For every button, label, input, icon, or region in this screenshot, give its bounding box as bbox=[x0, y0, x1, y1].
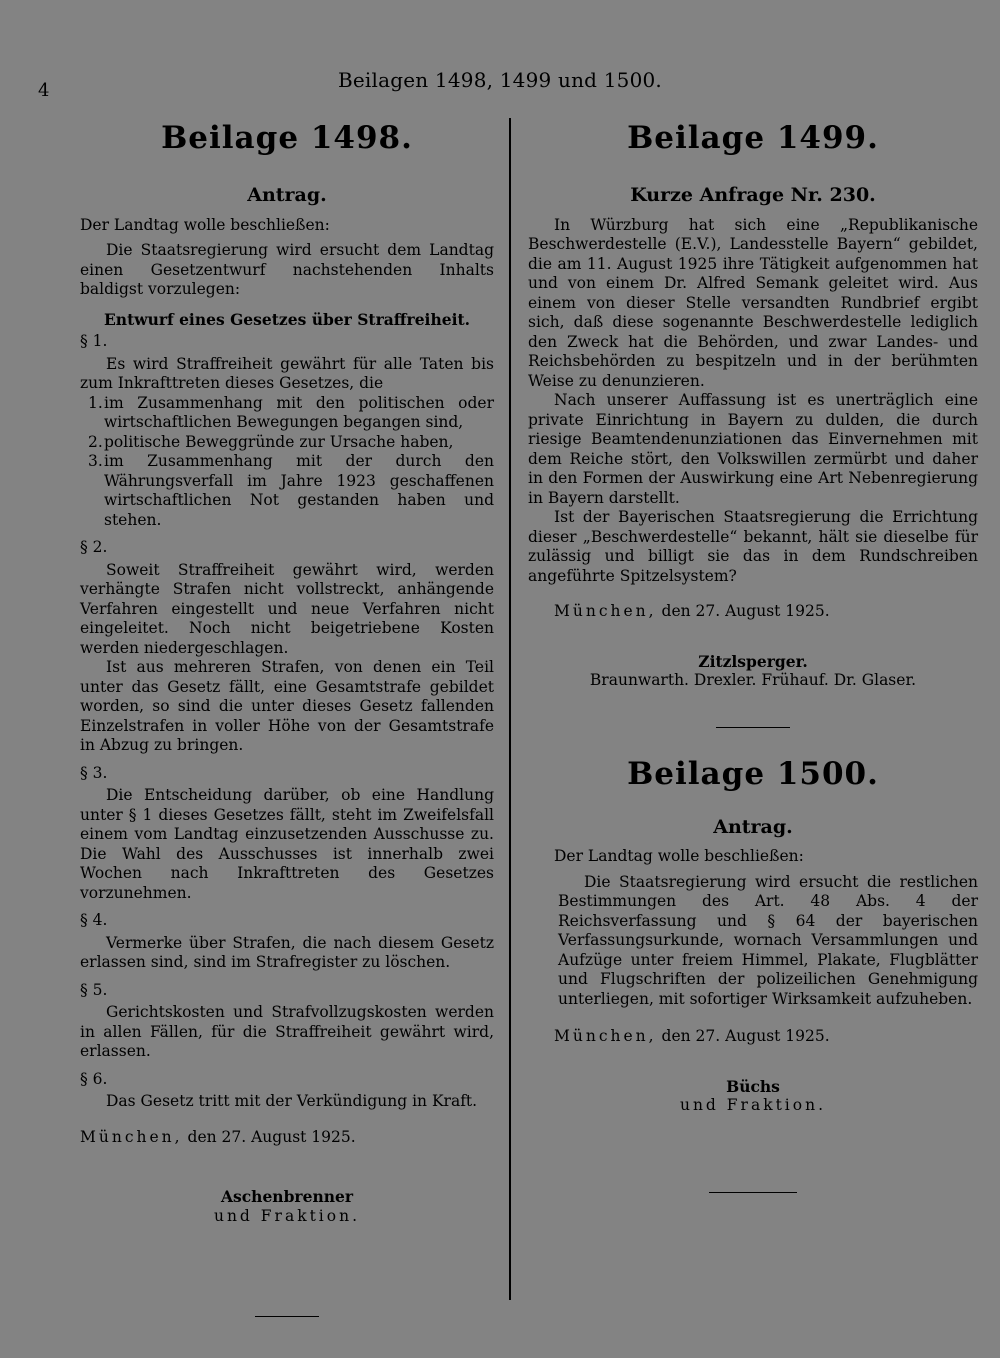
date-line: München, den 27. August 1925. bbox=[554, 602, 830, 620]
list-item: 2. politische Beweggründe zur Ursache haben, bbox=[88, 432, 454, 451]
inquiry-paragraph-1: In Würzburg hat sich eine „Republikanische Beschwerdestelle (E.V.), Landesstelle Bayern“ gebildet, die am 11. August 1925 ihre Tätigkeit aufgenommen hat und von einem Dr. Alfred Semank geleitet wird. Aus einem von dieser Stelle versandten Rundbrief ergibt sich, daß diese sogenannte Beschwerdestelle lediglich den Zweck hat die Behörden, und zwar Landes- und Reichsbehörden zu bespitzeln und in der berühmten Weise zu denunzieren. bbox=[528, 215, 978, 390]
section-rule bbox=[716, 727, 790, 728]
inquiry-paragraph-3: Ist der Bayerischen Staatsregierung die Errichtung dieser „Beschwerdestelle“ bekannt, hält sie dieselbe für zulässig und billigt sie das in dem Rundschreiben angeführte Spitzelsystem? bbox=[528, 508, 978, 585]
section-3-heading: § 3. bbox=[80, 763, 108, 782]
section-2-text-a: Soweit Straffreiheit gewährt wird, werden verhängte Strafen nicht vollstreckt, anhängende Verfahren eingestellt und neue Verfahren nicht eingeleitet. Noch nicht beigetriebene Kosten werden niedergeschlagen. bbox=[80, 560, 494, 657]
list-item: 3. im Zusammenhang mit der durch den Währungsverfall im Jahre 1923 geschaffenen wirtschaftlichen Not gestanden haben und stehen. bbox=[88, 452, 494, 529]
beilage-1498-title: Beilage 1498. bbox=[161, 120, 413, 156]
beilage-1500 bbox=[528, 756, 978, 1193]
beilage-1499-subtitle: Kurze Anfrage Nr. 230. bbox=[630, 184, 876, 206]
date-line: München, den 27. August 1925. bbox=[554, 1027, 830, 1045]
beilage-1498-subtitle: Antrag. bbox=[247, 184, 327, 206]
section-4-heading: § 4. bbox=[80, 911, 108, 929]
signature-block bbox=[528, 652, 978, 691]
beilage-1498 bbox=[80, 112, 494, 1317]
list-item: 1. im Zusammenhang mit den politischen oder wirtschaftlichen Bewegungen begangen sind, bbox=[88, 393, 494, 431]
column-divider bbox=[509, 118, 511, 1300]
section-5-heading: § 5. bbox=[80, 980, 108, 999]
intro-text: Der Landtag wolle beschließen: bbox=[80, 215, 330, 234]
signer-name: Büchs bbox=[726, 1076, 780, 1096]
signer-name: Aschenbrenner bbox=[220, 1187, 354, 1206]
page-number: 4 bbox=[38, 80, 50, 101]
beilage-1500-title: Beilage 1500. bbox=[627, 755, 879, 792]
beilage-1499 bbox=[528, 120, 978, 728]
section-4-text: Vermerke über Strafen, die nach diesem Gesetz erlassen sind, sind im Strafregister zu löschen. bbox=[80, 933, 494, 971]
cosigners: Braunwarth. Drexler. Frühauf. Dr. Glaser. bbox=[589, 671, 917, 689]
request-text: Die Staatsregierung wird ersucht die restlichen Bestimmungen des Art. 48 Abs. 4 der Reichsverfassung und § 64 der bayerischen Verfassungsurkunde, wornach Versammlungen und Aufzüge unter freiem Himmel, Plakate, Flugblätter und Flugschriften der polizeilichen Genehmigung unterliegen, mit sofortiger Wirksamkeit aufzuheben. bbox=[558, 872, 978, 1008]
section-1-heading: § 1. bbox=[80, 332, 108, 350]
signer-suffix: und Fraktion. bbox=[679, 1096, 827, 1114]
right-column bbox=[528, 112, 978, 1193]
section-6-text: Das Gesetz tritt mit der Verkündigung in Kraft. bbox=[106, 1092, 478, 1110]
section-6-heading: § 6. bbox=[80, 1069, 108, 1088]
signature-block bbox=[528, 1077, 978, 1116]
section-2-heading: § 2. bbox=[80, 538, 108, 556]
signer-name: Zitzlsperger. bbox=[698, 651, 808, 671]
end-rule bbox=[255, 1316, 319, 1317]
draft-title: Entwurf eines Gesetzes über Straffreiheit. bbox=[103, 309, 471, 329]
section-2-text-b: Ist aus mehreren Strafen, von denen ein Teil unter das Gesetz fällt, eine Gesamtstrafe gebildet worden, so sind die unter dieses Gesetz fallenden Einzelstrafen in voller Höhe von der Gesamtstrafe in Abzug zu bringen. bbox=[80, 658, 494, 754]
section-5-text: Gerichtskosten und Strafvollzugskosten werden in allen Fällen, für die Straffreiheit gewährt wird, erlassen. bbox=[80, 1003, 494, 1060]
signer-suffix: und Fraktion. bbox=[213, 1206, 361, 1225]
running-head: Beilagen 1498, 1499 und 1500. bbox=[338, 68, 662, 92]
section-3-text: Die Entscheidung darüber, ob eine Handlung unter § 1 dieses Gesetzes fällt, steht im Zweifelsfall einem vom Landtag einzusetzenden Ausschusse zu. Die Wahl des Ausschusses ist innerhalb zwei Wochen nach Inkrafttreten des Gesetzes vorzunehmen. bbox=[80, 786, 494, 902]
signature-block bbox=[80, 1187, 494, 1226]
date-line: München, den 27. August 1925. bbox=[80, 1127, 356, 1146]
beilage-1500-subtitle: Antrag. bbox=[713, 815, 793, 838]
inquiry-paragraph-2: Nach unserer Auffassung ist es unerträglich eine private Einrichtung in Bayern zu dulden, die durch riesige Beamtendenunziationen das Einvernehmen mit dem Reiche stört, den Volkswillen zermürbt und daher in den Formen der Auswirkung eine Art Nebenregierung in Bayern darstellt. bbox=[528, 391, 978, 507]
beilage-1499-title: Beilage 1499. bbox=[627, 120, 879, 156]
section-1-text: Es wird Straffreiheit gewährt für alle Taten bis zum Inkrafttreten dieses Gesetzes, die bbox=[80, 354, 494, 392]
request-text: Die Staatsregierung wird ersucht dem Landtag einen Gesetzentwurf nachstehenden Inhalts baldigst vorzulegen: bbox=[80, 241, 494, 298]
section-1-list bbox=[80, 394, 494, 531]
intro-text: Der Landtag wolle beschließen: bbox=[554, 847, 804, 865]
end-rule bbox=[709, 1192, 797, 1193]
